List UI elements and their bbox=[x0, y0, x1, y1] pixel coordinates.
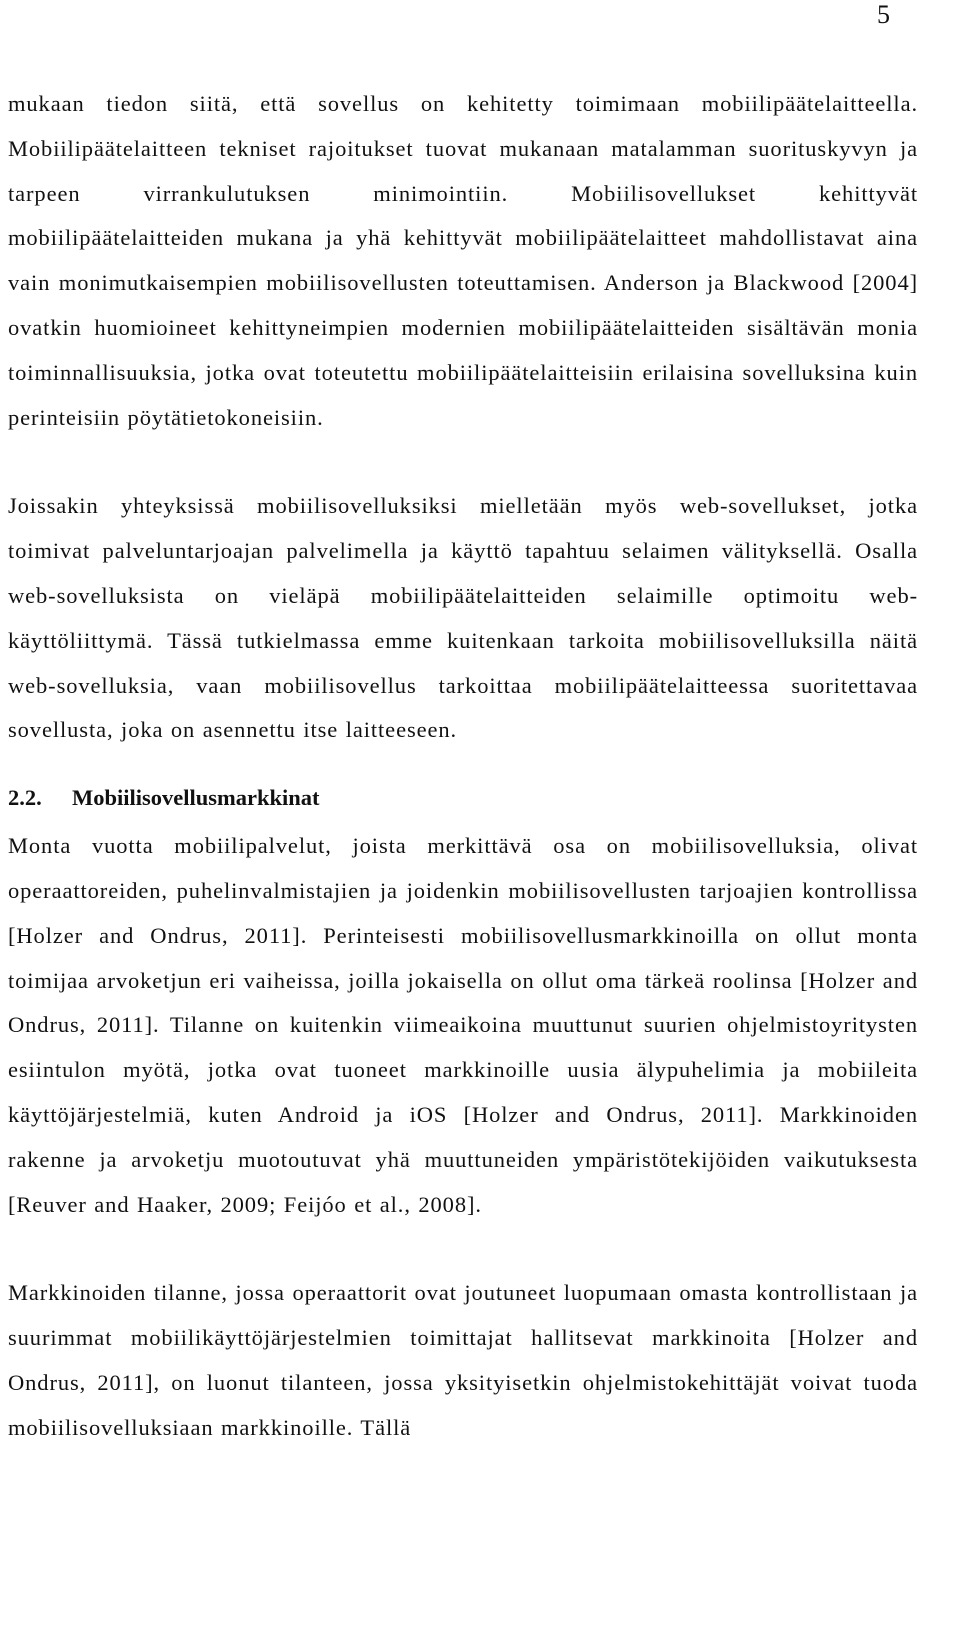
document-body bbox=[8, 82, 918, 1451]
page-number: 5 bbox=[877, 0, 890, 29]
section-paragraph-2: Markkinoiden tilanne, jossa operaattorit ovat joutuneet luopumaan omasta kontrollistaan ja suurimmat mobiilikäyttöjärjestelmien toimittajat hallitsevat markkinoita [Holzer and Ondrus, 2011], on luonut tilanteen, jossa yksityisetkin ohjelmistokehittäjät voivat tuoda mobiilisovelluksiaan markkinoille. Tällä bbox=[8, 1280, 918, 1440]
section-number: 2.2. bbox=[8, 785, 42, 811]
section-paragraph-1: Monta vuotta mobiilipalvelut, joista merkittävä osa on mobiilisovelluksia, olivat operaattoreiden, puhelinvalmistajien ja joidenkin mobiilisovellusten tarjoajien kontrollissa [Holzer and Ondrus, 2011]. Perinteisesti mobiilisovellusmarkkinoilla on ollut monta toimijaa arvoketjun eri vaiheissa, joilla jokaisella on ollut oma tärkeä roolinsa [Holzer and Ondrus, 2011]. Tilanne on kuitenkin viimeaikoina muuttunut suurien ohjelmistoyritysten esiintulon myötä, jotka ovat tuoneet markkinoille uusia älypuhelimia ja mobiileita käyttöjärjestelmiä, kuten Android ja iOS [Holzer and Ondrus, 2011]. Markkinoiden rakenne ja arvoketju muotoutuvat yhä muuttuneiden ympäristötekijöiden vaikutuksesta [Reuver and Haaker, 2009; Feijóo et al., 2008]. bbox=[8, 833, 918, 1217]
paragraph-1: mukaan tiedon siitä, että sovellus on kehitetty toimimaan mobiilipäätelaitteella. Mobiilipäätelaitteen tekniset rajoitukset tuovat mukanaan matalamman suorituskyvyn ja tarpeen virrankulutuksen minimointiin. Mobiilisovellukset kehittyvät mobiilipäätelaitteiden mukana ja yhä kehittyvät mobiilipäätelaitteet mahdollistavat aina vain monimutkaisempien mobiilisovellusten toteuttamisen. Anderson ja Blackwood [2004] ovatkin huomioineet kehittyneimpien modernien mobiilipäätelaitteiden sisältävän monia toiminnallisuuksia, jotka ovat toteutettu mobiilipäätelaitteisiin erilaisina sovelluksina kuin perinteisiin pöytätietokoneisiin. bbox=[8, 91, 918, 430]
section-title: Mobiilisovellusmarkkinat bbox=[72, 785, 320, 811]
paragraph-2: Joissakin yhteyksissä mobiilisovelluksiksi mielletään myös web-sovellukset, jotka toimivat palveluntarjoajan palvelimella ja käyttö tapahtuu selaimen välityksellä. Osalla web-sovelluksista on vieläpä mobiilipäätelaitteiden selaimille optimoitu web-käyttöliittymä. Tässä tutkielmassa emme kuitenkaan tarkoita mobiilisovelluksilla näitä web-sovelluksia, vaan mobiilisovellus tarkoittaa mobiilipäätelaitteessa suoritettavaa sovellusta, joka on asennettu itse laitteeseen. bbox=[8, 493, 918, 743]
section-heading bbox=[8, 778, 918, 818]
